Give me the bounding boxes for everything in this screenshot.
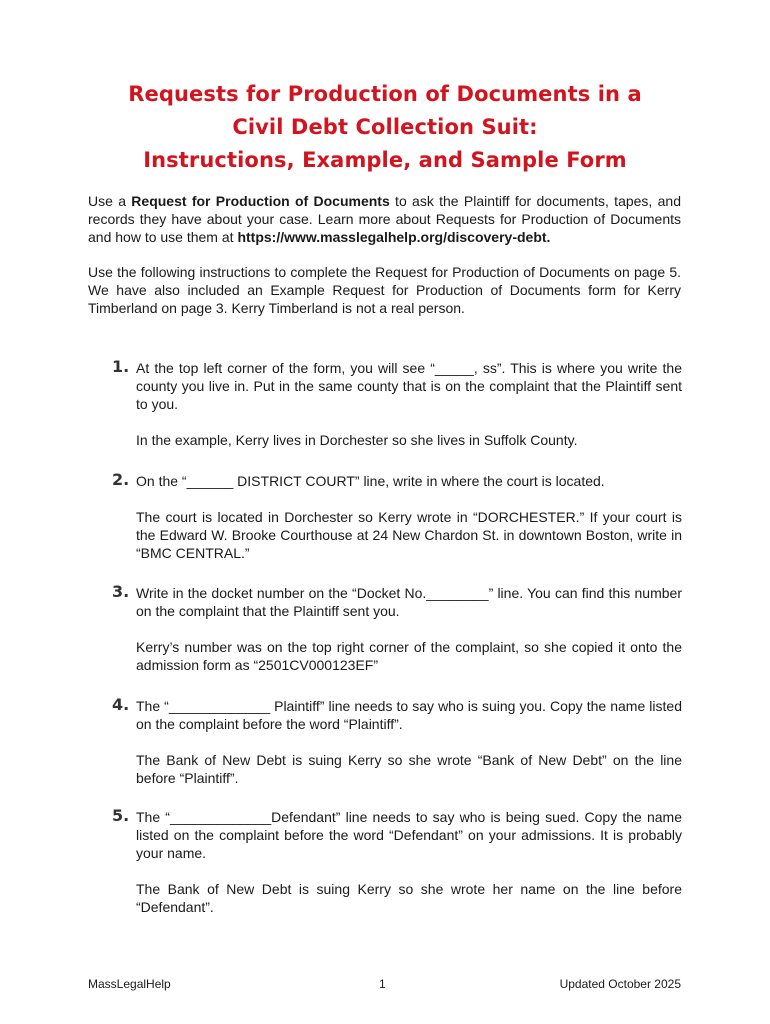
step-example: Kerry’s number was on the top right corner of the complaint, so she copied it onto the admission form as “2501CV000123EF”: [136, 639, 682, 673]
intro-paragraph-1: [88, 192, 681, 246]
footer-updated-date: Updated October 2025: [559, 977, 681, 991]
step-example: The court is located in Dorchester so Kerry wrote in “DORCHESTER.” If your court is the Edward W. Brooke Courthouse at 24 New Chardon St. in downtown Boston, write in “BMC CENTRAL.”: [136, 509, 682, 561]
step-instruction: Write in the docket number on the “Docket No.________” line. You can find this number on the complaint that the Plaintiff sent you.: [136, 585, 682, 619]
step-5: [112, 808, 682, 916]
step-number: 1.: [112, 357, 130, 376]
step-number: 2.: [112, 470, 130, 489]
step-instruction: The “_____________Defendant” line needs to say who is being sued. Copy the name listed on the complaint before the word “Defendant” on your admissions. It is probably your name.: [136, 809, 682, 861]
step-example: The Bank of New Debt is suing Kerry so she wrote her name on the line before “Defendant”.: [136, 881, 682, 915]
intro-text-start: Use a: [88, 193, 132, 209]
intro-text-middle: to ask the Plaintiff for documents, tapes, and records they have about your case. Learn more about Requests for Production of Documents and how to use them at: [88, 193, 681, 245]
step-number: 4.: [112, 695, 130, 714]
step-example: The Bank of New Debt is suing Kerry so she wrote “Bank of New Debt” on the line before “Plaintiff”.: [136, 752, 682, 786]
discovery-debt-link[interactable]: https://www.masslegalhelp.org/discovery-debt.: [237, 229, 551, 245]
step-3: [112, 584, 682, 674]
step-instruction: At the top left corner of the form, you will see “_____, ss”. This is where you write the county you live in. Put in the same county that is on the complaint that the Plaintiff sent to you.: [136, 360, 682, 412]
step-number: 5.: [112, 806, 130, 825]
footer-publisher: MassLegalHelp: [88, 977, 171, 991]
footer-page-number: 1: [379, 977, 386, 991]
page-title: [60, 78, 710, 177]
step-1: [112, 359, 682, 449]
intro-bold-term: Request for Production of Documents: [131, 193, 390, 209]
step-2: [112, 472, 682, 562]
title-line-2: Civil Debt Collection Suit:: [232, 115, 538, 139]
step-instruction: On the “______ DISTRICT COURT” line, write in where the court is located.: [136, 473, 605, 489]
title-line-1: Requests for Production of Documents in a: [128, 82, 642, 106]
step-instruction: The “_____________ Plaintiff” line needs to say who is suing you. Copy the name listed on the complaint before the word “Plaintiff”.: [136, 698, 682, 732]
title-line-3: Instructions, Example, and Sample Form: [143, 148, 627, 172]
step-4: [112, 697, 682, 787]
step-example: In the example, Kerry lives in Dorchester so she lives in Suffolk County.: [136, 432, 578, 448]
step-number: 3.: [112, 582, 130, 601]
intro-paragraph-2: Use the following instructions to complete the Request for Production of Documents on page 5. We have also included an Example Request for Production of Documents form for Kerry Timberland on page 3. Kerry Timberland is not a real person.: [88, 264, 681, 316]
